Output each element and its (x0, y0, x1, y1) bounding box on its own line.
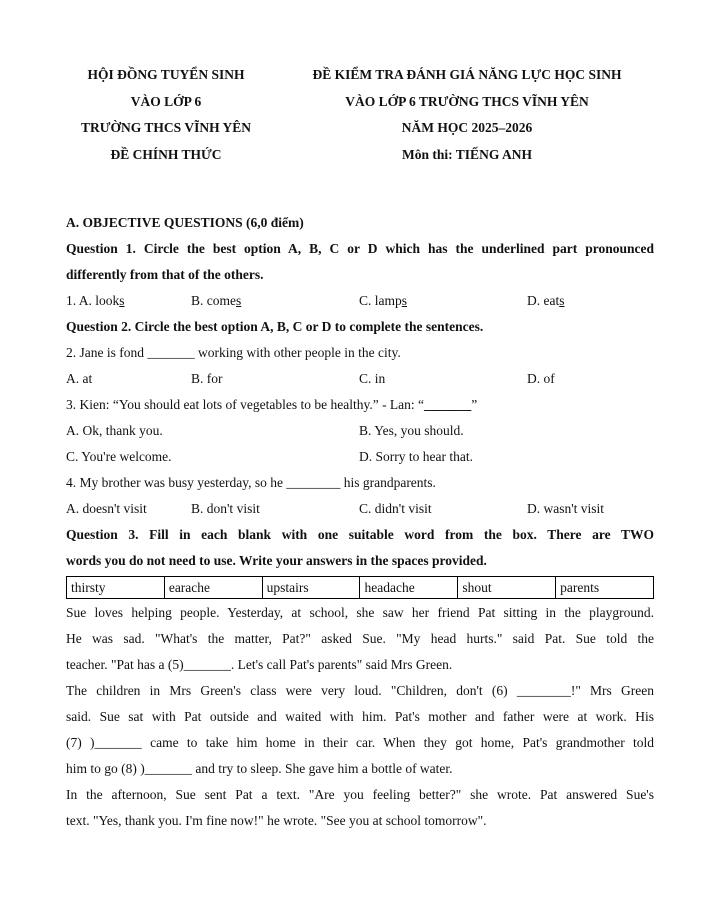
word-box-cell: parents (556, 577, 654, 599)
q2-item3-options-row1 (66, 418, 654, 444)
word-box-cell: headache (360, 577, 458, 599)
q2-item3-stem: 3. Kien: “You should eat lots of vegetables to be healthy.” - Lan: “_______” (66, 397, 478, 412)
q1-options (66, 288, 654, 314)
q2-item2-options (66, 366, 654, 392)
q2-item4-stem: 4. My brother was busy yesterday, so he ________ his grandparents. (66, 475, 436, 490)
q3-instruction-line1: Question 3. Fill in each blank with one suitable word from the box. There are TWO (66, 527, 654, 542)
item3-option-a[interactable]: A. Ok, thank you. (66, 423, 163, 438)
q1-option-d[interactable]: D. eats (527, 293, 565, 308)
passage-line: Sue loves helping people. Yesterday, at school, she saw her friend Pat sitting in the playground. (66, 605, 654, 620)
q1-instruction-line2: differently from that of the others. (66, 267, 264, 282)
exam-title: ĐỀ KIỂM TRA ĐÁNH GIÁ NĂNG LỰC HỌC SINH (312, 67, 622, 82)
q2-item3-options-row2 (66, 444, 654, 470)
q2-instruction: Question 2. Circle the best option A, B, C or D to complete the sentences. (66, 319, 484, 334)
exam-body (66, 210, 654, 834)
subject: Môn thi: TIẾNG ANH (402, 146, 532, 162)
item4-option-a[interactable]: A. doesn't visit (66, 501, 147, 516)
header-left (56, 62, 276, 168)
passage-line: said. Sue sat with Pat outside and waited with him. Pat's mother and father were at work. His (66, 709, 654, 724)
school-year: NĂM HỌC 2025–2026 (401, 120, 533, 136)
passage (66, 600, 654, 834)
passage-line: teacher. "Pat has a (5)_______. Let's call Pat's parents" said Mrs Green. (66, 657, 453, 672)
item3-option-c[interactable]: C. You're welcome. (66, 449, 172, 464)
item3-option-b[interactable]: B. Yes, you should. (359, 423, 464, 438)
q2-item4-options (66, 496, 654, 522)
item4-option-d[interactable]: D. wasn't visit (527, 501, 605, 516)
header-right (280, 62, 654, 168)
q2-item2-stem: 2. Jane is fond _______ working with other people in the city. (66, 345, 401, 360)
passage-line: him to go (8) )_______ and try to sleep. She gave him a bottle of water. (66, 761, 453, 776)
exam-header (0, 62, 714, 172)
word-box-cell: thirsty (67, 577, 165, 599)
passage-line: (7) )_______ came to take him home in their car. When they got home, Pat's grandmother told (66, 735, 654, 750)
item3-option-d[interactable]: D. Sorry to hear that. (359, 449, 473, 464)
passage-line: text. "Yes, thank you. I'm fine now!" he wrote. "See you at school tomorrow". (66, 813, 487, 828)
item2-option-c[interactable]: C. in (359, 371, 386, 386)
passage-line: The children in Mrs Green's class were very loud. "Children, don't (6) ________!" Mrs Green (66, 683, 654, 698)
word-box-cell: upstairs (262, 577, 360, 599)
item4-option-b[interactable]: B. don't visit (191, 501, 260, 516)
q1-option-a[interactable]: 1. A. looks (66, 293, 125, 308)
grade-entry: VÀO LỚP 6 (130, 93, 202, 109)
school-name: TRƯỜNG THCS VĨNH YÊN (81, 120, 251, 136)
item2-option-a[interactable]: A. at (66, 371, 93, 386)
exam-subtitle: VÀO LỚP 6 TRƯỜNG THCS VĨNH YÊN (345, 93, 589, 109)
item2-option-d[interactable]: D. of (527, 371, 555, 386)
passage-line: In the afternoon, Sue sent Pat a text. "Are you feeling better?" she wrote. Pat answered Sue's (66, 787, 654, 802)
official-label: ĐỀ CHÍNH THỨC (110, 146, 222, 162)
q1-instruction-line1: Question 1. Circle the best option A, B, C or D which has the underlined part pronounced (66, 241, 654, 256)
section-title: A. OBJECTIVE QUESTIONS (6,0 điểm) (66, 215, 304, 230)
item4-option-c[interactable]: C. didn't visit (359, 501, 432, 516)
item2-option-b[interactable]: B. for (191, 371, 223, 386)
q1-option-b[interactable]: B. comes (191, 293, 242, 308)
council-name: HỘI ĐỒNG TUYỂN SINH (87, 67, 245, 82)
word-box-cell: earache (164, 577, 262, 599)
q1-option-c[interactable]: C. lamps (359, 293, 408, 308)
q3-instruction-line2: words you do not need to use. Write your answers in the spaces provided. (66, 553, 487, 568)
word-box (66, 576, 654, 599)
word-box-cell: shout (458, 577, 556, 599)
passage-line: He was sad. "What's the matter, Pat?" asked Sue. "My head hurts." said Pat. Sue told the (66, 631, 654, 646)
